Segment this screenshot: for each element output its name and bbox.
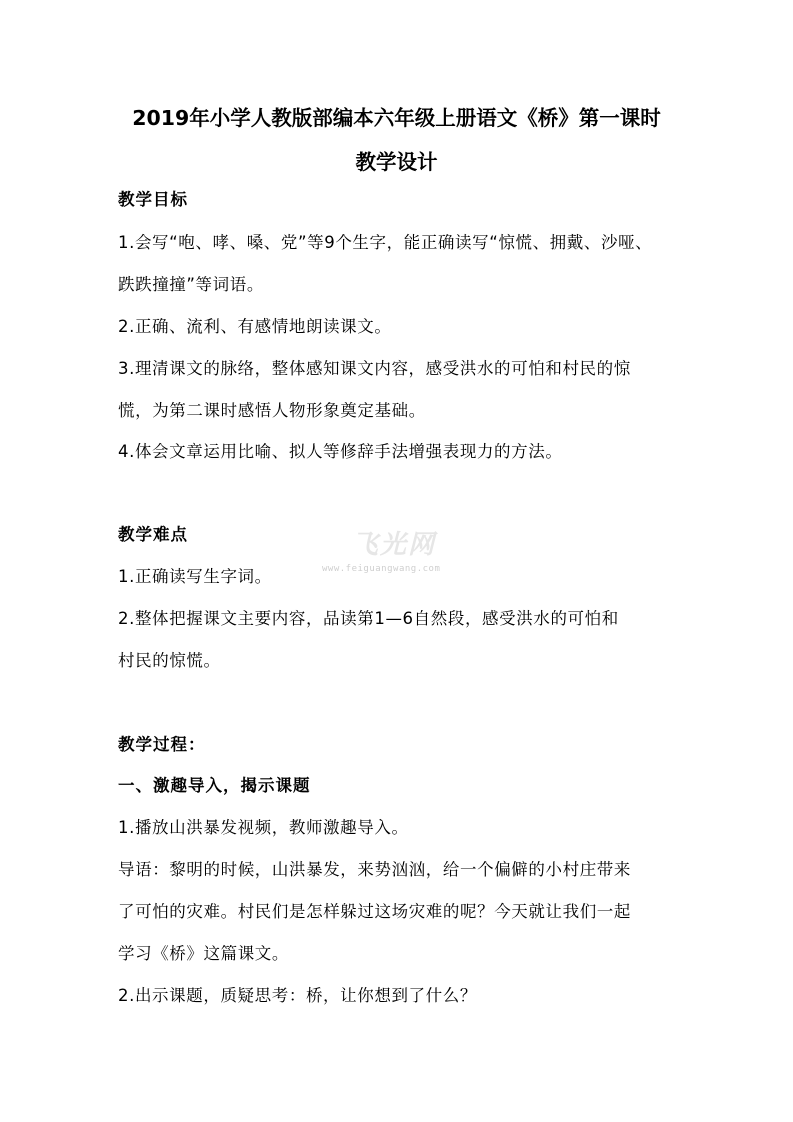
process-line-5: 2.出示课题，质疑思考：桥，让你想到了什么？ (118, 986, 477, 1005)
process-line-4: 学习《桥》这篇课文。 (118, 944, 289, 963)
difficulty-line-1: 1.正确读写生字词。 (118, 567, 272, 586)
difficulty-line-3: 村民的惊慌。 (118, 651, 221, 670)
difficulties-heading: 教学难点 (118, 525, 188, 544)
difficulty-line-2: 2.整体把握课文主要内容，品读第1—6自然段，感受洪水的可怕和 (118, 609, 619, 628)
document-title-line-2: 教学设计 (355, 150, 438, 174)
document-title-line-1: 2019年小学人教版部编本六年级上册语文《桥》第一课时 (132, 106, 661, 130)
watermark-logo: 飞光网 (352, 530, 437, 560)
objectives-heading: 教学目标 (118, 190, 188, 209)
objective-line-2: 跌跌撞撞”等词语。 (118, 275, 264, 294)
objective-line-3: 2.正确、流利、有感情地朗读课文。 (118, 317, 392, 336)
process-line-1: 1.播放山洪暴发视频，教师激趣导入。 (118, 818, 409, 837)
watermark-url: www.feiguangwang.com (322, 564, 441, 574)
process-section-1-heading: 一、激趣导入，揭示课题 (118, 776, 311, 795)
process-line-2: 导语：黎明的时候，山洪暴发，来势汹汹，给一个偏僻的小村庄带来 (118, 860, 631, 879)
objective-line-1: 1.会写“咆、哮、嗓、党”等9个生字，能正确读写“惊慌、拥戴、沙哑、 (118, 233, 653, 252)
objective-line-6: 4.体会文章运用比喻、拟人等修辞手法增强表现力的方法。 (118, 442, 563, 461)
objective-line-4: 3.理清课文的脉络，整体感知课文内容，感受洪水的可怕和村民的惊 (118, 359, 631, 378)
process-heading: 教学过程： (118, 735, 206, 754)
objective-line-5: 慌，为第二课时感悟人物形象奠定基础。 (118, 401, 426, 420)
watermark (322, 524, 472, 586)
process-line-3: 了可怕的灾难。村民们是怎样躲过这场灾难的呢？今天就让我们一起 (118, 902, 631, 921)
